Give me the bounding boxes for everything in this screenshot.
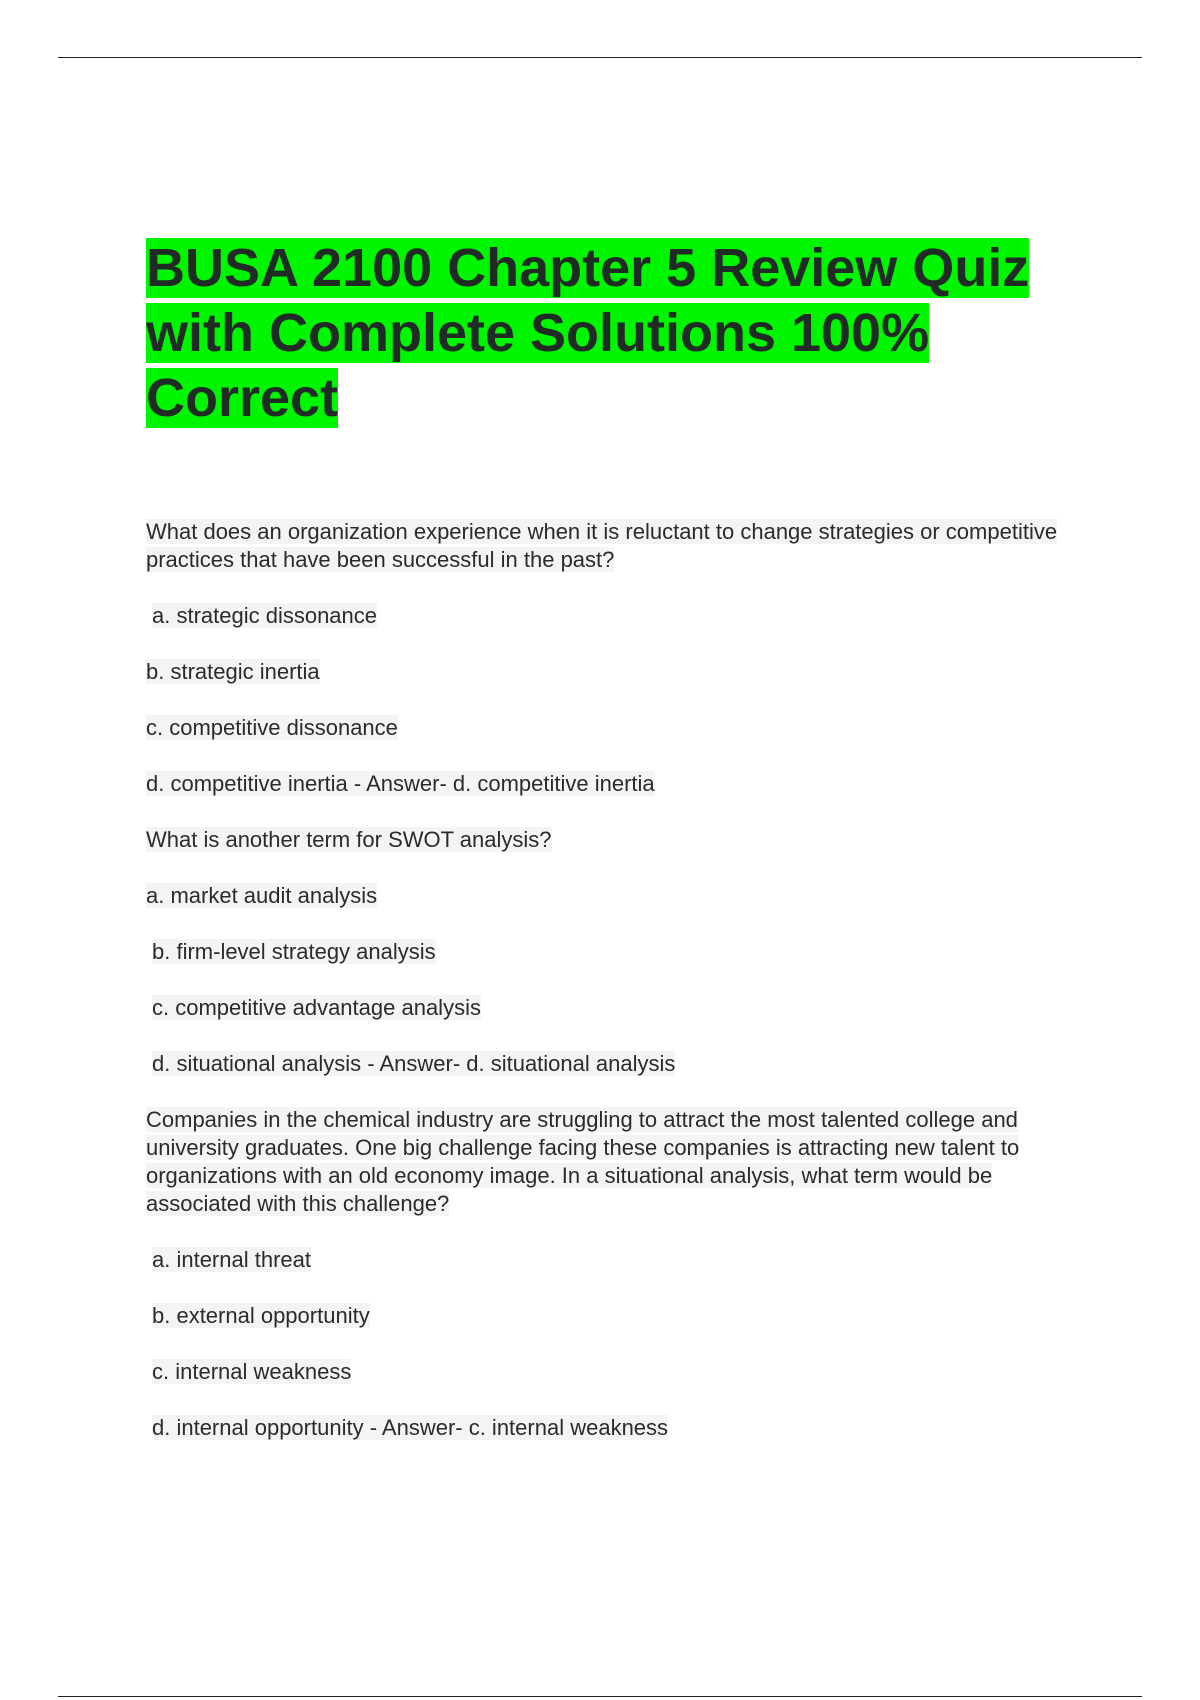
quiz-list [146, 518, 1076, 1442]
option-3b: b. external opportunity [152, 1303, 370, 1328]
question-2: What is another term for SWOT analysis? [146, 827, 552, 852]
question-3: Companies in the chemical industry are struggling to attract the most talented college and university graduates. One big challenge facing these companies is attracting new talent to organizations with an old economy image. In a situational analysis, what term would be associated with this challenge? [146, 1107, 1020, 1216]
option-1c: c. competitive dissonance [146, 715, 398, 740]
option-3a: a. internal threat [152, 1247, 311, 1272]
option-2b: b. firm-level strategy analysis [152, 939, 436, 964]
option-1a: a. strategic dissonance [152, 603, 378, 628]
question-1: What does an organization experience when it is reluctant to change strategies or competitive practices that have been successful in the past? [146, 519, 1058, 572]
document-title: BUSA 2100 Chapter 5 Review Quiz with Complete Solutions 100% Correct [146, 238, 1030, 428]
option-2a: a. market audit analysis [146, 883, 378, 908]
top-rule [58, 57, 1142, 58]
option-1d-answer: d. competitive inertia - Answer- d. competitive inertia [146, 771, 655, 796]
option-3c: c. internal weakness [152, 1359, 352, 1384]
option-1b: b. strategic inertia [146, 659, 320, 684]
bottom-rule [58, 1696, 1142, 1697]
document-body [146, 236, 1076, 1470]
option-3d-answer: d. internal opportunity - Answer- c. internal weakness [152, 1415, 669, 1440]
option-2c: c. competitive advantage analysis [152, 995, 481, 1020]
option-2d-answer: d. situational analysis - Answer- d. situational analysis [152, 1051, 676, 1076]
